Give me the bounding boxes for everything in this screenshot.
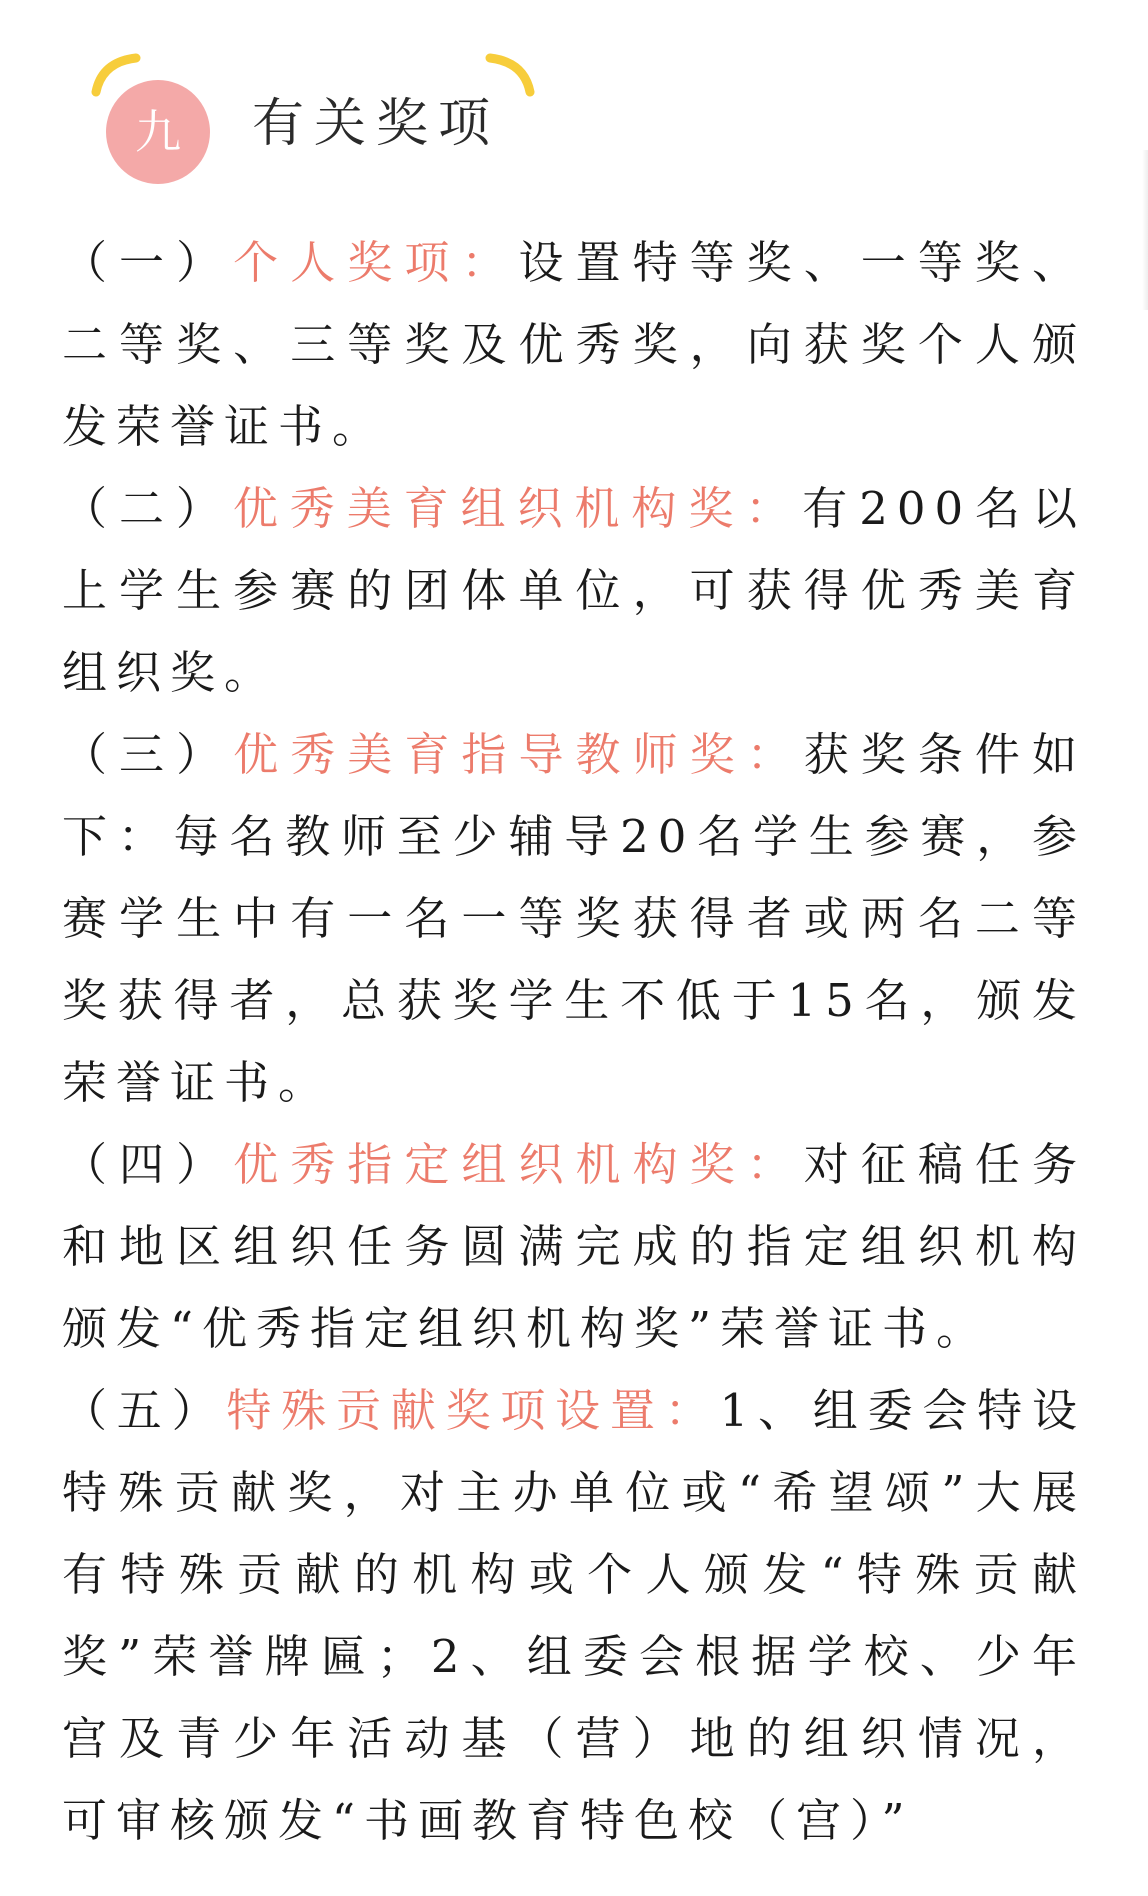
- paragraph-text: 1、组委会特设特殊贡献奖，对主办单位或“希望颂”大展有特殊贡献的机构或个人颁发“特殊贡献奖”荣誉牌匾；2、组委会根据学校、少年宫及青少年活动基（营）地的组织情况，可审核颁发“书画教育特色校（宫）”: [62, 1384, 1086, 1847]
- paragraph-organization-award: [62, 468, 1086, 714]
- paragraph-prefix: （一）: [62, 236, 234, 289]
- paragraph-heading: 特殊贡献奖项设置：: [226, 1384, 720, 1437]
- section-number-badge: [106, 80, 210, 184]
- paragraph-prefix: （三）: [62, 728, 234, 781]
- paragraph-text: 获奖条件如下：每名教师至少辅导20名学生参赛，参赛学生中有一名一等奖获得者或两名二等奖获得者，总获奖学生不低于15名，颁发荣誉证书。: [62, 728, 1086, 1109]
- paragraph-text: 设置特等奖、一等奖、二等奖、三等奖及优秀奖，向获奖个人颁发荣誉证书。: [62, 236, 1086, 453]
- awards-content: [62, 222, 1086, 1862]
- section-title: 有关奖项: [252, 94, 501, 154]
- paragraph-prefix: （二）: [62, 482, 233, 535]
- section-header: [80, 52, 540, 202]
- paragraph-heading: 个人奖项：: [233, 236, 519, 289]
- paragraph-text: 有200名以上学生参赛的团体单位，可获得优秀美育组织奖。: [62, 482, 1086, 699]
- paragraph-prefix: （四）: [62, 1138, 234, 1191]
- paragraph-teacher-award: [62, 714, 1086, 1124]
- section-number: 九: [135, 105, 181, 159]
- paragraph-designated-org-award: [62, 1124, 1086, 1370]
- paragraph-heading: 优秀指定组织机构奖：: [233, 1138, 804, 1191]
- paragraph-heading: 优秀美育组织机构奖：: [232, 482, 803, 535]
- paragraph-special-contribution: [62, 1370, 1086, 1862]
- paragraph-prefix: （五）: [62, 1384, 227, 1437]
- paragraph-text: 对征稿任务和地区组织任务圆满完成的指定组织机构颁发“优秀指定组织机构奖”荣誉证书。: [62, 1138, 1086, 1355]
- paragraph-individual-awards: [62, 222, 1086, 468]
- paragraph-heading: 优秀美育指导教师奖：: [233, 728, 804, 781]
- scrollbar[interactable]: [1142, 150, 1148, 310]
